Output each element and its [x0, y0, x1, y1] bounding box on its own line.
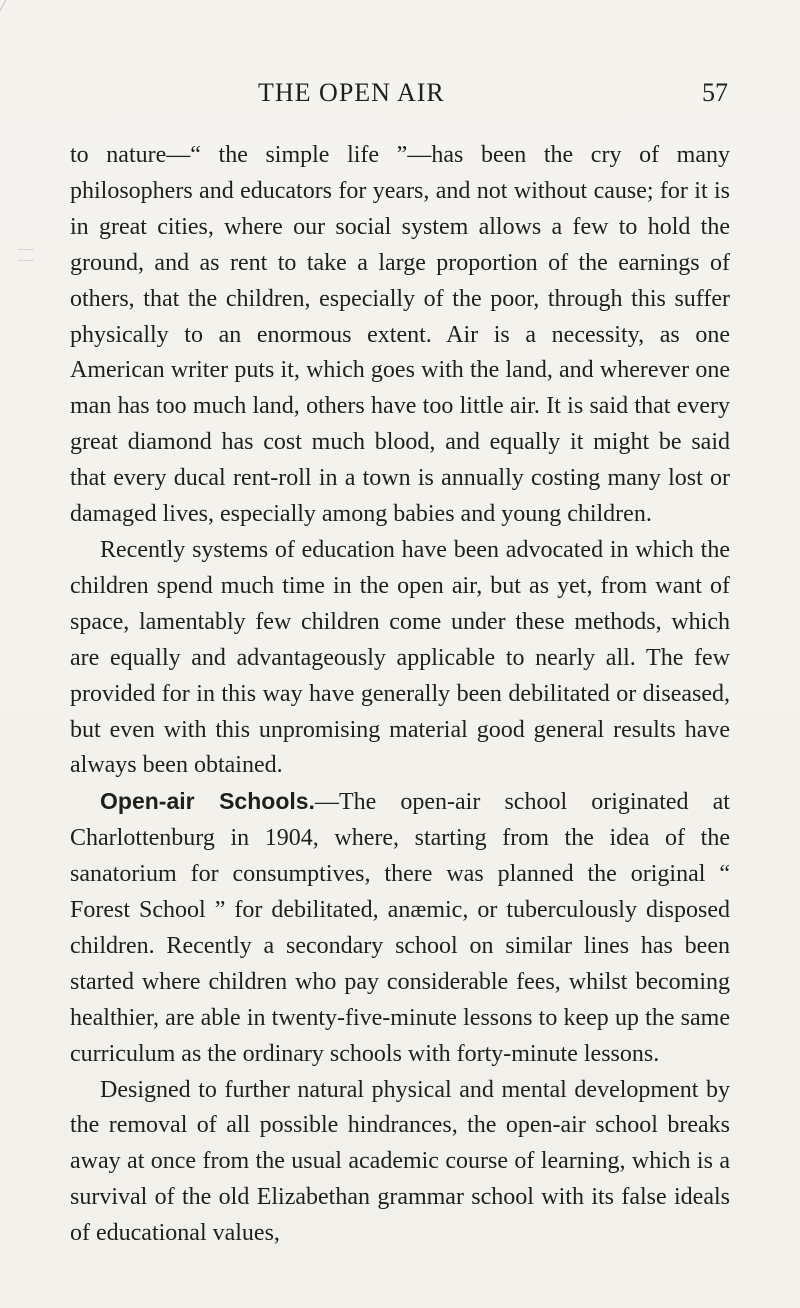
paragraph-2: Recently systems of education have been advocated in which the children spend much time in the open air, but as yet, from want of space, lamentably few children come under these methods, which are equally and advantageously applicable to nearly all. The few provided for in this way have generally been debilitated or diseased, but even with this unpromising material good general results have always been obtained.	[70, 536, 730, 779]
scan-edge-mark	[0, 0, 24, 20]
scan-dash-mark	[18, 249, 34, 261]
paragraph-3-text: —The open-air school originated at Charlottenburg in 1904, where, starting from the idea of the sanatorium for consumptives, there was planned the original “ Forest School ” for debilitated, anæmic, or tuberculously disposed children. Recently a secondary school on similar lines has been started where children who pay considerable fees, whilst becoming healthier, are able in twenty-five-minute lessons to keep up the same curriculum as the ordinary schools with forty-minute lessons.	[70, 789, 730, 1067]
paragraph-3	[70, 784, 730, 1072]
section-heading: Open-air Schools.	[100, 788, 315, 815]
body-text	[70, 138, 730, 1252]
paragraph-4: Designed to further natural physical and mental development by the removal of all possible hindrances, the open-air school breaks away at once from the usual academic course of learning, which is a survival of the old Elizabethan grammar school with its false ideals of educational values,	[70, 1076, 730, 1247]
page-number: 57	[702, 78, 728, 107]
running-title: THE OPEN AIR	[258, 78, 445, 107]
page-header	[258, 78, 728, 118]
paragraph-1: to nature—“ the simple life ”—has been the cry of many philosophers and educators for years, and not without cause; for it is in great cities, where our social system allows a few to hold the ground, and as rent to take a large proportion of the earnings of others, that the children, especially of the poor, through this suffer physically to an enormous extent. Air is a necessity, as one American writer puts it, which goes with the land, and wherever one man has too much land, others have too little air. It is said that every great diamond has cost much blood, and equally it might be said that every ducal rent-roll in a town is annually costing many lost or damaged lives, especially among babies and young children.	[70, 142, 730, 528]
